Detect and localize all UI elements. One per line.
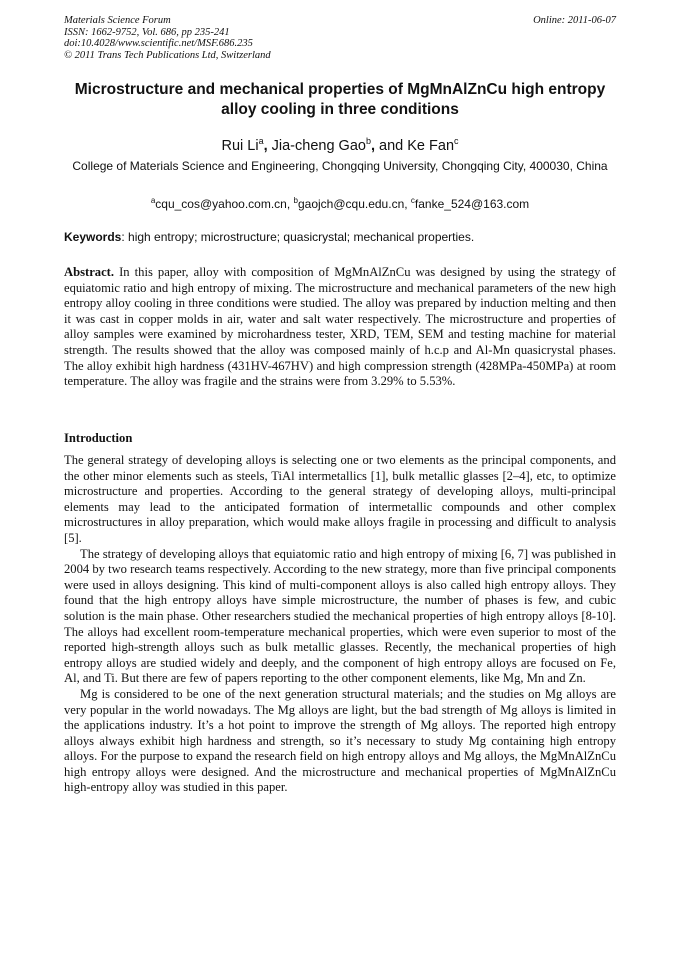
email-mark: b xyxy=(293,196,298,205)
section-heading-introduction: Introduction xyxy=(64,431,133,445)
paragraph: Mg is considered to be one of the next generation structural materials; and the studies on Mg alloys are very popular in the world nowadays. The Mg alloys are light, but the bad strength of Mg alloys is limited in the applications industry. It’s a hot point to improve the strength of Mg alloys. The reported high entropy alloys always exhibit high hardness and strength, so it’s necessary to study Mg containing high entropy alloys. For the purpose to expand the research field on high entropy alloys and Mg alloys, the MgMnAlZnCu high entropy alloys were designed. And the microstructure and mechanical properties of MgMnAlZnCu high-entropy alloy was studied in this paper. xyxy=(64,686,616,795)
keywords xyxy=(64,230,616,245)
author-list: Rui Li$^a$, Jia-cheng Gao$^b$, and Ke Fan$^c$ xyxy=(221,136,459,154)
doi-line: doi:10.4028/www.scientific.net/MSF.686.235 xyxy=(64,38,253,50)
introduction-body xyxy=(64,453,616,796)
abstract-label: Abstract. xyxy=(64,265,115,279)
author-mark: a xyxy=(258,136,264,146)
email-mark: c xyxy=(410,196,415,205)
keywords-text: : high entropy; microstructure; quasicrystal; mechanical properties. xyxy=(121,230,475,244)
journal-name: Materials Science Forum xyxy=(64,15,171,26)
paragraph: The general strategy of developing alloys is selecting one or two elements as the principal components, and the other minor elements such as steels, TiAl intermetallics [1], bulk metallic glasses [2–4], etc, to optimize microstructure and properties. According to the general strategy of developing alloys, multi-principal elements may lead to the anticipated formation of intermetallic compounds and other complex microstructures in alloy preparation, which would make alloys fragile in processing and difficult to analysis [5]. xyxy=(64,453,616,545)
abstract-text: In this paper, alloy with composition of MgMnAlZnCu was designed by using the strategy of equiatomic ratio and high entropy of mixing. The microstructure and mechanical parameters of the new high entropy alloy cooling in three conditions were studied. The alloy was prepared by induction melting and then it was cast in copper molds in air, water and salt water respectively. The microstructure and properties of alloy samples were examined by microhardness tester, XRD, TEM, SEM and testing machine for material strength. The results showed that the alloy was composed mainly of h.c.p and Al-Mn quasicrystal phases. The alloy exhibit high hardness (431HV-467HV) and high compression strength (428MPa-450MPa) at room temperature. The alloy was fragile and the strains were from 3.29% to 5.53%. xyxy=(64,265,616,389)
abstract xyxy=(64,265,616,390)
author-name: Rui Li xyxy=(221,137,259,154)
author-mark: c xyxy=(454,136,459,146)
keywords-label: Keywords xyxy=(64,230,122,244)
author-mark: b xyxy=(365,136,371,146)
paragraph: The strategy of developing alloys that equiatomic ratio and high entropy of mixing [6, 7] was published in 2004 by two research teams respectively. According to the new strategy, more than five principal components were used in alloys designing. This kind of multi-component alloys is also called high entropy alloys. They found that the high entropy alloys have simple microstructure, the number of phases is few, and cubic solution is the main phase. Other researchers studied the mechanical properties of high entropy alloys [8-10]. The alloys had excellent room-temperature mechanical properties, which were even superior to most of the reported high-strength alloys such as bulk metallic glasses. Recently, the mechanical properties of high entropy alloys are studied widely and deeply, and the component of high entropy alloys are focused on Fe, Al, and Ti. But there are few of papers reporting to the other component elements, like Mg, Mn and Zn. xyxy=(64,546,616,686)
email-address: cqu_cos@yahoo.com.cn, xyxy=(155,197,291,211)
affiliation: College of Materials Science and Engineering, Chongqing University, Chongqing City, 400030, China xyxy=(72,159,608,173)
author-name: Ke Fan xyxy=(407,137,455,154)
copyright-line: © 2011 Trans Tech Publications Ltd, Switzerland xyxy=(64,49,271,61)
author-emails xyxy=(64,193,616,212)
author-name: Jia-cheng Gao xyxy=(271,137,366,154)
issn-line: ISSN: 1662-9752, Vol. 686, pp 235-241 xyxy=(64,26,230,38)
author-conjunction: and xyxy=(379,137,404,154)
publication-header xyxy=(64,15,616,61)
email-mark: a xyxy=(150,196,156,205)
paper-title: Microstructure and mechanical properties of MgMnAlZnCu high entropy alloy cooling in three conditions xyxy=(74,81,606,118)
email-address: fanke_524@163.com xyxy=(414,197,530,211)
online-date: Online: 2011-06-07 xyxy=(533,15,616,26)
email-address: gaojch@cqu.edu.cn, xyxy=(297,197,408,211)
